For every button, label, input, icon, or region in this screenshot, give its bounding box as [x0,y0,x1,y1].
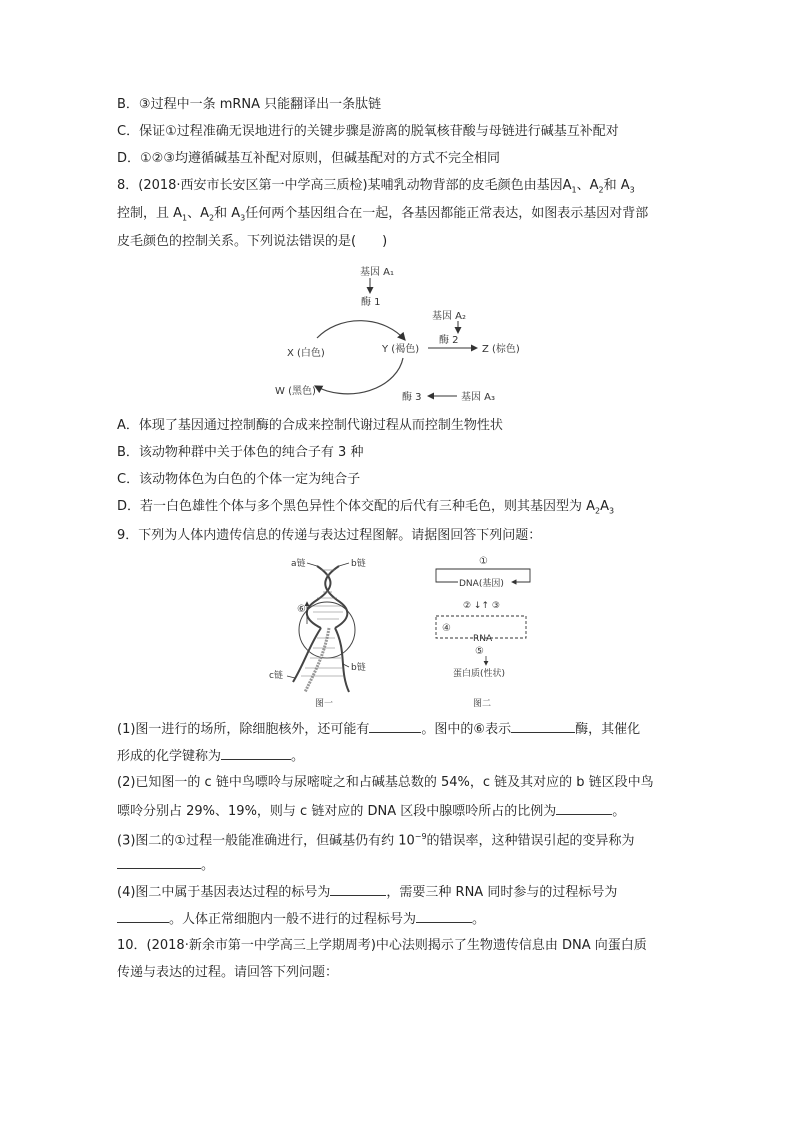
a-strand-label: a链 [291,559,306,569]
answer-blank[interactable] [416,908,472,923]
answer-blank[interactable] [556,800,612,815]
process-one-label: ① [479,556,488,567]
option-c-prev: C．保证①过程准确无误地进行的关键步骤是游离的脱氧核苷酸与母链进行碱基互补配对 [117,124,619,139]
enzyme-six-label: ⑥ [297,604,306,615]
rna-label: RNA [473,634,493,644]
c-strand-label: c链 [269,671,283,681]
q9-part1-line1: (1)图一进行的场所，除细胞核外，还可能有 。图中的⑥表示 酶，其催化 [117,718,640,740]
q9-figure-two [428,552,543,710]
answer-blank[interactable] [511,718,575,733]
q10-stem-line1: 10．(2018·新余市第一中学高三上学期周考)中心法则揭示了生物遗传信息由 DNA 向蛋白质 [117,938,647,953]
q9-part1-line2: 形成的化学键称为 。 [117,745,304,767]
gene-a3-label: 基因 A₃ [461,392,496,403]
q9-figure-one [265,552,390,710]
option-d-prev: D．①②③均遵循碱基互补配对原则，但碱基配对的方式不完全相同 [117,151,500,166]
q9-part3-line1: (3)图二的①过程一般能准确进行，但碱基仍有约 $10^{-9}$的错误率，这种错误引起的变异称为 [117,832,635,849]
q9-part2-line1: (2)已知图一的 c 链中鸟嘌呤与尿嘧啶之和占碱基总数的 54%，c 链及其对应的 b 链区段中鸟 [117,775,654,790]
protein-trait-label: 蛋白质(性状) [453,669,506,679]
answer-blank[interactable] [221,745,291,760]
figure-one-caption: 图一 [315,699,334,709]
q8-option-a: A．体现了基因通过控制酶的合成来控制代谢过程从而控制生物性状 [117,418,503,433]
q8-stem-line3: 皮毛颜色的控制关系。下列说法错误的是( ) [117,234,388,249]
q10-stem-line2: 传递与表达的过程。请回答下列问题： [117,965,339,980]
q9-part4-line2: 。人体正常细胞内一般不进行的过程标号为 。 [117,908,485,930]
process-four-label: ④ [442,623,451,634]
q8-option-b: B．该动物种群中关于体色的纯合子有 3 种 [117,445,364,460]
gene-a1-label: 基因 A₁ [360,267,395,278]
process-two-three-label: ② ↓↑ ③ [463,601,500,611]
q8-option-c: C．该动物体色为白色的个体一定为纯合子 [117,472,361,487]
q9-part2-line2: 嘌呤分别占 29%、19%，则与 c 链对应的 DNA 区段中腺嘌呤所占的比例为 。 [117,800,625,822]
answer-blank[interactable] [330,881,386,896]
dna-gene-label: DNA(基因) [459,579,504,589]
answer-blank[interactable] [117,908,169,923]
enzyme3-label: 酶 3 [402,392,422,403]
gene-a2-label: 基因 A₂ [432,311,467,322]
figure-two-caption: 图二 [473,699,492,709]
z-tan-label: Z (棕色) [482,344,520,355]
q8-stem-line2: 控制，且 $A_1$、$A_2$和 $A_3$任何两个基因组合在一起，各基因都能正常表达，如图表示基因对背部 [117,206,649,223]
q8-stem-line1: 8．(2018·西安市长安区第一中学高三质检)某哺乳动物背部的皮毛颜色由基因$A_1$、$A_2$和 $A_3$ [117,178,635,195]
q8-gene-diagram [275,258,535,410]
answer-blank[interactable] [117,854,201,869]
enzyme1-label: 酶 1 [361,297,381,308]
x-white-label: X (白色) [287,348,325,359]
w-black-label: W (黑色) [275,386,316,397]
b-strand-label-bottom: b链 [351,663,366,673]
process-five-label: ⑤ [475,646,484,657]
b-strand-label-top: b链 [351,559,366,569]
answer-blank[interactable] [369,718,421,733]
enzyme2-label: 酶 2 [439,335,459,346]
q9-stem: 9．下列为人体内遗传信息的传递与表达过程图解。请据图回答下列问题： [117,528,542,543]
q9-part4-line1: (4)图二中属于基因表达过程的标号为 ，需要三种 RNA 同时参与的过程标号为 [117,881,617,903]
q8-option-d: D．若一白色雄性个体与多个黑色异性个体交配的后代有三种毛色，则其基因型为 $A_2A_3$ [117,499,615,516]
option-b-prev: B．③过程中一条 mRNA 只能翻译出一条肽链 [117,97,382,112]
q9-part3-line2: 。 [117,854,214,876]
y-brown-label: Y (褐色) [382,344,420,355]
